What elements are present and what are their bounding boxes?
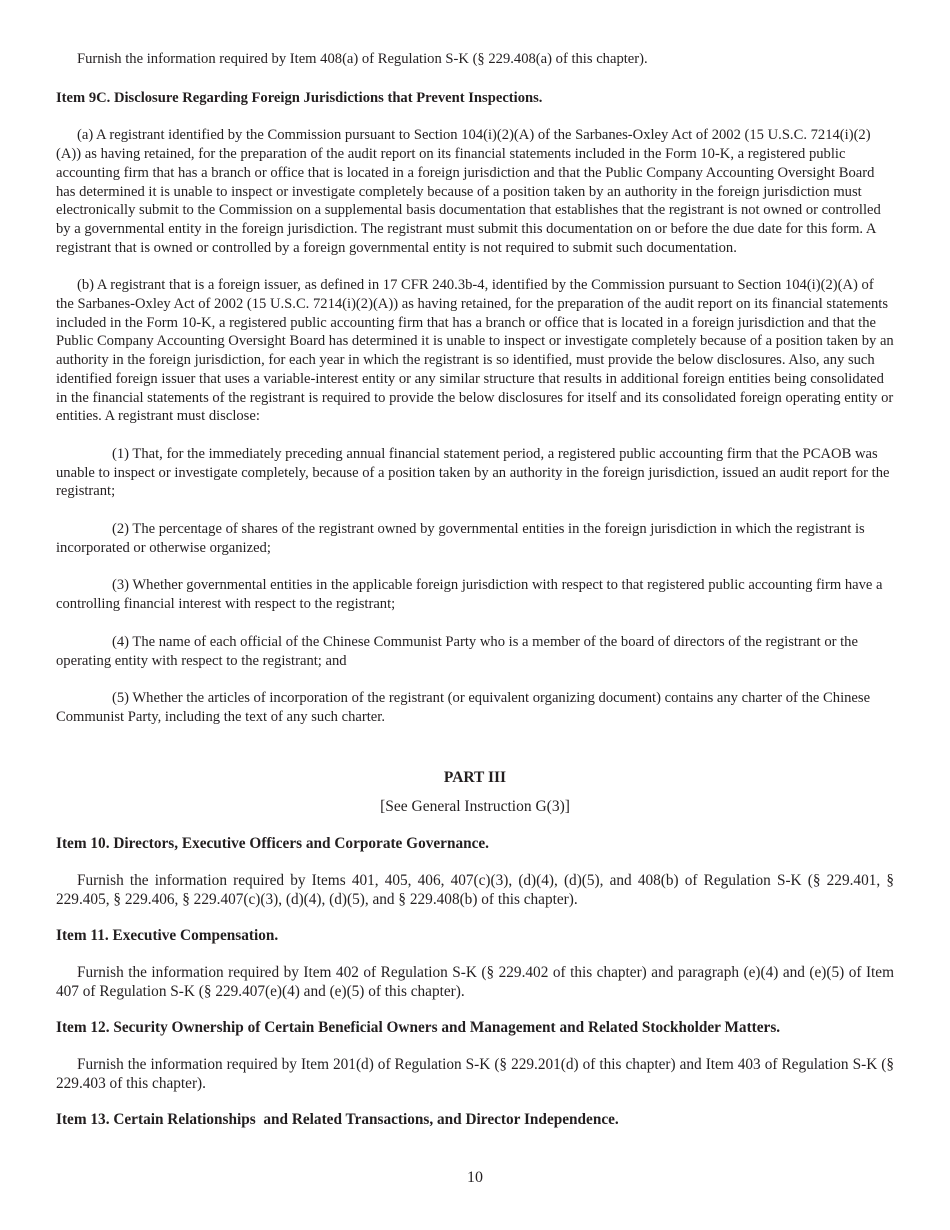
part-iii-subtitle: [See General Instruction G(3)]: [380, 798, 570, 816]
item-9c-paragraph-a: (a) A registrant identified by the Commission pursuant to Section 104(i)(2)(A) of the Sarbanes-Oxley Act of 2002 (15 U.S.C. 7214(i)(2)(A)) as having retained, for the preparation of the audit report on its financial statements included in the Form 10-K, a registered public accounting firm that has a branch or office that is located in a foreign jurisdiction and that the Public Company Accounting Oversight Board has determined it is unable to inspect or investigate completely because of a position taken by an authority in the foreign jurisdiction must electronically submit to the Commission on a supplemental basis documentation that establishes that the registrant is not owned or controlled by a governmental entity in the foreign jurisdiction. The registrant must submit this documentation on or before the due date for this form. A registrant that is owned or controlled by a foreign governmental entity is not required to submit such documentation.: [56, 127, 881, 256]
document-page: [56, 50, 894, 1130]
disclosure-item-3: (3) Whether governmental entities in the applicable foreign jurisdiction with respect to that registered public accounting firm have a controlling financial interest with respect to the registrant;: [56, 577, 883, 613]
page-number: 10: [467, 1169, 483, 1186]
item-9c-paragraph-b: (b) A registrant that is a foreign issuer, as defined in 17 CFR 240.3b-4, identified by the Commission pursuant to Section 104(i)(2)(A) of the Sarbanes-Oxley Act of 2002 (15 U.S.C. 7214(i)(2)(A)) as having retained, for the preparation of the audit report on its financial statements included in the Form 10-K, a registered public accounting firm that has a branch or office that is located in a foreign jurisdiction and that the Public Company Accounting Oversight Board has determined it is unable to inspect or investigate completely because of a position taken by an authority in the foreign jurisdiction, for each year in which the registrant is so identified, must provide the below disclosures. Also, any such identified foreign issuer that uses a variable-interest entity or any similar structure that results in additional foreign entities being consolidated in the financial statements of the registrant is required to provide the below disclosures for itself and its consolidated foreign operating entity or entities. A registrant must disclose:: [56, 277, 894, 425]
disclosure-item-2: (2) The percentage of shares of the registrant owned by governmental entities in the foreign jurisdiction in which the registrant is incorporated or otherwise organized;: [56, 521, 865, 556]
intro-paragraph: Furnish the information required by Item 408(a) of Regulation S-K (§ 229.408(a) of this chapter).: [77, 51, 648, 67]
item-12-text: Furnish the information required by Item 201(d) of Regulation S-K (§ 229.201(d) of this chapter) and Item 403 of Regulation S-K (§ 229.403 of this chapter).: [56, 1056, 894, 1092]
item-10-heading: Item 10. Directors, Executive Officers and Corporate Governance.: [56, 835, 490, 853]
disclosure-item-4: (4) The name of each official of the Chinese Communist Party who is a member of the board of directors of the registrant or the operating entity with respect to the registrant; and: [56, 633, 858, 669]
item-9c-heading: Item 9C. Disclosure Regarding Foreign Jurisdictions that Prevent Inspections.: [56, 89, 543, 106]
item-13-heading: Item 13. Certain Relationships and Related Transactions, and Director Independence.: [56, 1111, 619, 1129]
disclosure-item-5: (5) Whether the articles of incorporation of the registrant (or equivalent organizing document) contains any charter of the Chinese Communist Party, including the text of any such charter.: [56, 690, 871, 725]
item-11-heading: Item 11. Executive Compensation.: [56, 927, 279, 945]
item-11-text: Furnish the information required by Item 402 of Regulation S-K (§ 229.402 of this chapter) and paragraph (e)(4) and (e)(5) of Item 407 of Regulation S-K (§ 229.407(e)(4) and (e)(5) of this chapter).: [56, 963, 894, 1000]
part-iii-title: PART III: [443, 768, 507, 786]
item-10-text: Furnish the information required by Items 401, 405, 406, 407(c)(3), (d)(4), (d)(5), and 408(b) of Regulation S-K (§ 229.401, § 229.405, § 229.406, § 229.407(c)(3), (d)(4), (d)(5), and § 229.408(b) of this chapter).: [56, 871, 894, 908]
item-12-heading: Item 12. Security Ownership of Certain Beneficial Owners and Management and Related Stockholder Matters.: [56, 1019, 781, 1037]
disclosure-item-1: (1) That, for the immediately preceding annual financial statement period, a registered public accounting firm that the PCAOB was unable to inspect or investigate completely, because of a position taken by an authority in the foreign jurisdiction, issued an audit report for the registrant;: [56, 445, 890, 500]
